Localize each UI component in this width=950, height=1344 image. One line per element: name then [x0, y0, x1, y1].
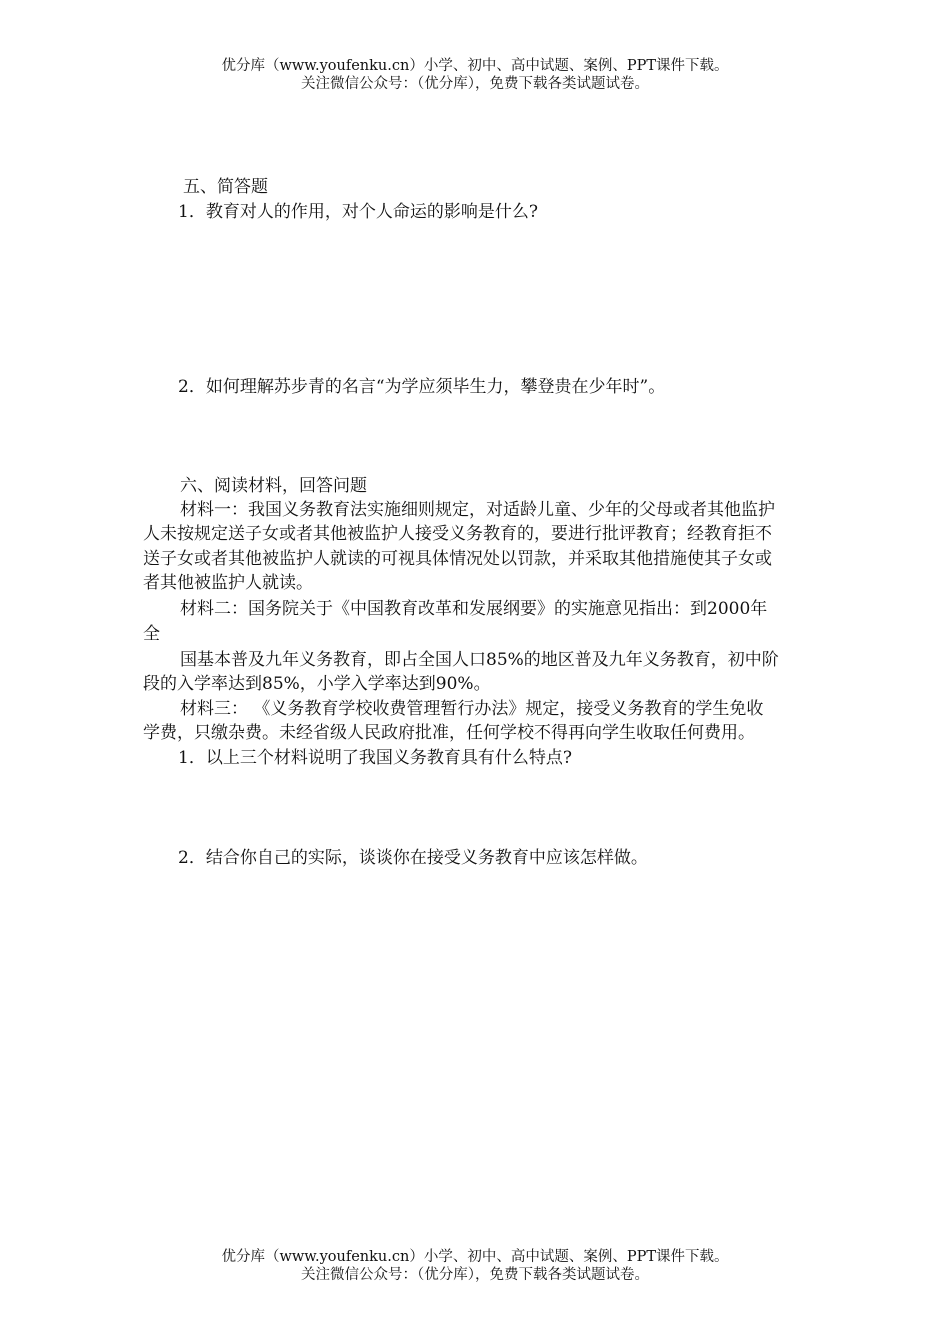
material-2-line: 材料二：国务院关于《中国教育改革和发展纲要》的实施意见指出：到2000年 — [180, 599, 768, 619]
material-1-line: 人未按规定送子女或者其他被监护人接受义务教育的，要进行批评教育；经教育拒不 — [143, 524, 772, 544]
material-2-line: 段的入学率达到85%，小学入学率达到90%。 — [143, 674, 491, 694]
footer-line-1: 优分库（www.youfenku.cn）小学、初中、高中试题、案例、PPT课件下载。 — [221, 1249, 729, 1265]
header-line-2: 关注微信公众号：（优分库），免费下载各类试题试卷。 — [301, 76, 649, 92]
material-3-line: 学费，只缴杂费。未经省级人民政府批准，任何学校不得再向学生收取任何费用。 — [143, 723, 755, 743]
header-line-1: 优分库（www.youfenku.cn）小学、初中、高中试题、案例、PPT课件下载。 — [221, 58, 729, 74]
material-3-line: 材料三： 《义务教育学校收费管理暂行办法》规定，接受义务教育的学生免收 — [180, 699, 764, 719]
section-5-question-1: 1．教育对人的作用，对个人命运的影响是什么? — [178, 202, 538, 222]
material-2-line: 国基本普及九年义务教育，即占全国人口85%的地区普及九年义务教育，初中阶 — [180, 650, 779, 670]
material-1-line: 送子女或者其他被监护人就读的可视具体情况处以罚款，并采取其他措施使其子女或 — [143, 549, 772, 569]
material-1-line: 材料一：我国义务教育法实施细则规定，对适龄儿童、少年的父母或者其他监护 — [180, 500, 775, 520]
material-2-line: 全 — [143, 624, 160, 644]
section-5-question-2: 2．如何理解苏步青的名言“为学应须毕生力，攀登贵在少年时”。 — [178, 377, 666, 397]
section-6-question-1: 1．以上三个材料说明了我国义务教育具有什么特点? — [178, 748, 572, 768]
footer-line-2: 关注微信公众号：（优分库），免费下载各类试题试卷。 — [301, 1267, 649, 1283]
section-6-question-2: 2．结合你自己的实际，谈谈你在接受义务教育中应该怎样做。 — [178, 848, 648, 868]
section-6-title: 六、阅读材料，回答问题 — [180, 476, 367, 496]
section-5-title: 五、简答题 — [183, 177, 268, 197]
material-1-line: 者其他被监护人就读。 — [143, 573, 313, 593]
